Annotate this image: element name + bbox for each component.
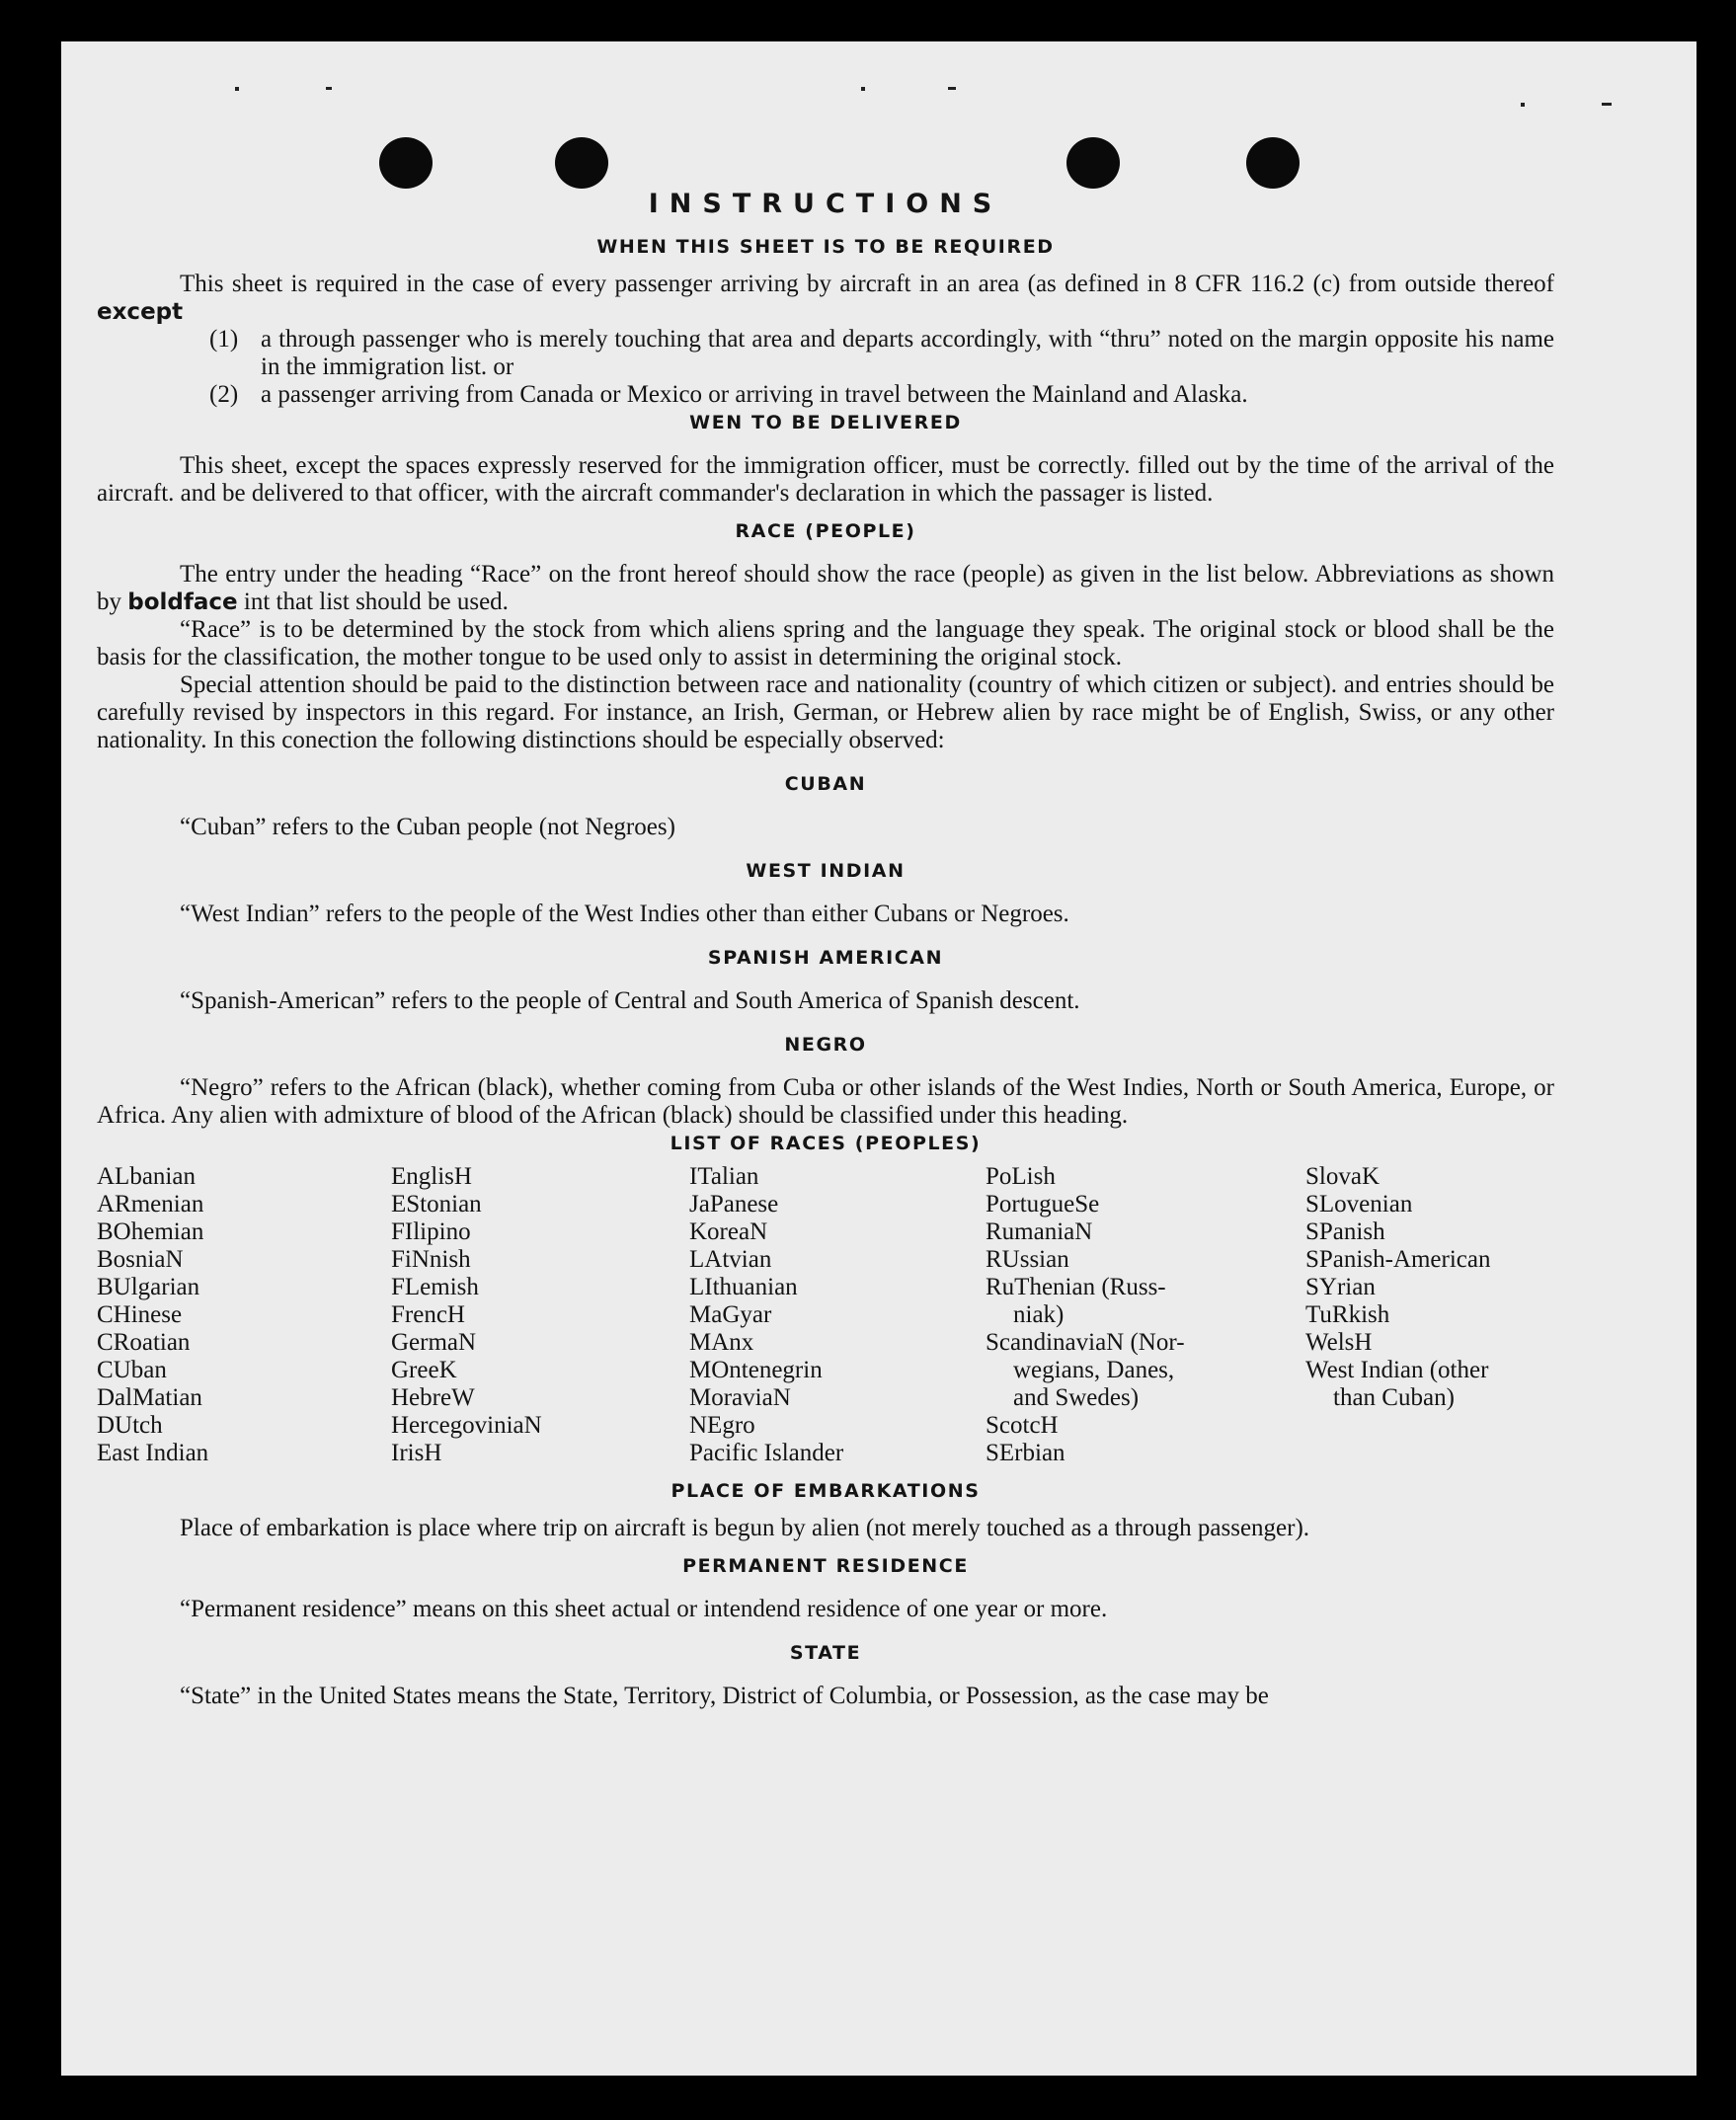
race-item: and Swedes) (1013, 1384, 1140, 1411)
race-paragraph-1 (97, 561, 1554, 616)
race-item: BosniaN (97, 1246, 184, 1273)
race-item: SLovenian (1305, 1191, 1413, 1217)
scan-speck (861, 87, 865, 91)
scan-speck (948, 87, 956, 90)
race-item: MoraviaN (689, 1384, 791, 1411)
punch-hole (1066, 137, 1120, 189)
when-required-text: This sheet is required in the case of every passenger arriving by aircraft in an area (as defined in 8 CFR 116.2 (c) from outside thereof (180, 271, 1554, 297)
race-item: TuRkish (1305, 1301, 1390, 1328)
heading-state: STATE (789, 1642, 862, 1664)
scan-speck (235, 87, 239, 91)
race-item: LAtvian (689, 1246, 772, 1273)
heading-races-list: LIST OF RACES (PEOPLES) (670, 1133, 982, 1154)
race-paragraph-2: “Race” is to be determined by the stock from which aliens spring and the language they speak. The original stock or blood shall be the basis for the classification, the mother tongue to be used only to assist in determining the original stock. (97, 616, 1554, 670)
when-required-paragraph (97, 271, 1554, 326)
race-item: ITalian (689, 1163, 759, 1190)
race-item: HebreW (391, 1384, 475, 1411)
race-item: FLemish (391, 1274, 479, 1300)
race-item: East Indian (97, 1440, 209, 1466)
race-item: GreeK (391, 1357, 457, 1383)
race-item: MaGyar (689, 1301, 772, 1328)
race-item: SErbian (986, 1440, 1065, 1466)
race-item: FrencH (391, 1301, 465, 1328)
race-paragraph-3: Special attention should be paid to the distinction between race and nationality (country of which citizen or subject). and entries should be carefully revised by inspectors in this regard. For instance, an Irish, German, or Hebrew alien by race might be of English, Swiss, or any other nationality. In this conection the following distinctions should be especially observed: (97, 671, 1554, 753)
race-text-b: int that list should be used. (243, 589, 509, 615)
heading-negro: NEGRO (784, 1034, 867, 1056)
races-column-4 (986, 1163, 1305, 1467)
race-item: GermaN (391, 1329, 477, 1356)
race-item: BOhemian (97, 1218, 204, 1245)
race-text-a: The entry under the heading “Race” on the front hereof should show the race (people) as given in the list below. Abbreviations as shown by (97, 561, 1554, 615)
delivery-paragraph: This sheet, except the spaces expressly reserved for the immigration officer, must be correctly. filled out by the time of the arrival of the aircraft. and be delivered to that officer, with the aircraft commander's declaration in which the passager is listed. (97, 452, 1554, 507)
race-item: EStonian (391, 1191, 482, 1217)
race-item: FiNnish (391, 1246, 471, 1273)
exception-text: a passenger arriving from Canada or Mexico or arriving in travel between the Mainland and Alaska. (261, 381, 1248, 408)
race-item: ScotcH (986, 1412, 1059, 1439)
exception-item (209, 326, 1554, 381)
boldface-text: boldface (127, 589, 238, 615)
heading-residence: PERMANENT RESIDENCE (682, 1555, 969, 1577)
race-item: JaPanese (689, 1191, 779, 1217)
exception-number: (1) (209, 326, 239, 353)
instructions-content (97, 188, 1554, 1710)
race-item: CRoatian (97, 1329, 191, 1356)
race-item: FIlipino (391, 1218, 471, 1245)
race-item: HercegoviniaN (391, 1412, 542, 1439)
residence-paragraph: “Permanent residence” means on this sheet actual or intendend residence of one year or more. (180, 1596, 1108, 1622)
punch-hole (379, 137, 433, 189)
race-item: SPanish (1305, 1218, 1385, 1245)
races-column-1 (97, 1163, 391, 1467)
heading-spanish-american: SPANISH AMERICAN (707, 947, 944, 969)
scan-speck (1521, 103, 1525, 107)
scan-speck (1602, 103, 1612, 106)
heading-embarkation: PLACE OF EMBARKATIONS (671, 1480, 981, 1502)
race-item: WelsH (1305, 1329, 1373, 1356)
race-item: than Cuban) (1333, 1384, 1455, 1411)
punch-hole (555, 137, 608, 189)
race-item: MAnx (689, 1329, 754, 1356)
race-item: RuThenian (Russ- (986, 1274, 1166, 1300)
race-item: ARmenian (97, 1191, 204, 1217)
race-item: SPanish-American (1305, 1246, 1491, 1273)
races-column-2 (391, 1163, 689, 1467)
heading-west-indian: WEST INDIAN (746, 860, 906, 882)
spanish-american-paragraph: “Spanish-American” refers to the people of Central and South America of Spanish descent. (180, 987, 1080, 1014)
punch-hole (1246, 137, 1300, 189)
race-item: PortugueSe (986, 1191, 1100, 1217)
race-item: PoLish (986, 1163, 1056, 1190)
west-indian-paragraph: “West Indian” refers to the people of the West Indies other than either Cubans or Negroes. (180, 901, 1069, 927)
race-item: EnglisH (391, 1163, 472, 1190)
negro-paragraph: “Negro” refers to the African (black), whether coming from Cuba or other islands of the West Indies, North or South America, Europe, or Africa. Any alien with admixture of blood of the African (black) should be classified under this heading. (97, 1074, 1554, 1129)
race-item: DalMatian (97, 1384, 202, 1411)
race-item: ScandinaviaN (Nor- (986, 1329, 1185, 1356)
race-item: BUlgarian (97, 1274, 200, 1300)
state-paragraph: “State” in the United States means the State, Territory, District of Columbia, or Possession, as the case may be (180, 1683, 1269, 1709)
exception-number: (2) (209, 381, 239, 408)
race-item: niak) (1013, 1301, 1065, 1328)
page-title: INSTRUCTIONS (648, 189, 1003, 219)
scan-speck (326, 87, 332, 90)
race-item: IrisH (391, 1440, 442, 1466)
race-item: LIthuanian (689, 1274, 798, 1300)
race-item: CHinese (97, 1301, 183, 1328)
race-item: CUban (97, 1357, 167, 1383)
heading-when-required: WHEN THIS SHEET IS TO BE REQUIRED (596, 236, 1055, 258)
race-item: KoreaN (689, 1218, 768, 1245)
races-column-5 (1305, 1163, 1554, 1467)
race-item: RUssian (986, 1246, 1069, 1273)
race-item: RumaniaN (986, 1218, 1093, 1245)
race-item: SlovaK (1305, 1163, 1380, 1190)
race-item: wegians, Danes, (1013, 1357, 1175, 1383)
embarkation-paragraph: Place of embarkation is place where trip on aircraft is begun by alien (not merely touched as a through passenger). (180, 1515, 1310, 1541)
race-item: Pacific Islander (689, 1440, 844, 1466)
heading-cuban: CUBAN (784, 773, 867, 795)
race-item: NEgro (689, 1412, 755, 1439)
race-item: SYrian (1305, 1274, 1376, 1300)
races-list (97, 1163, 1554, 1467)
exception-text: a through passenger who is merely touching that area and departs accordingly, with “thru” noted on the margin opposite his name in the immigration list. or (261, 326, 1554, 380)
race-item: MOntenegrin (689, 1357, 823, 1383)
race-item: ALbanian (97, 1163, 196, 1190)
except-text: except (97, 299, 184, 325)
exception-item (209, 381, 1554, 409)
heading-race: RACE (PEOPLE) (735, 520, 916, 542)
race-item: West Indian (other (1305, 1357, 1489, 1383)
race-item: DUtch (97, 1412, 163, 1439)
cuban-paragraph: “Cuban” refers to the Cuban people (not Negroes) (180, 814, 675, 840)
races-column-3 (689, 1163, 986, 1467)
heading-delivery: WEN TO BE DELIVERED (689, 412, 962, 433)
